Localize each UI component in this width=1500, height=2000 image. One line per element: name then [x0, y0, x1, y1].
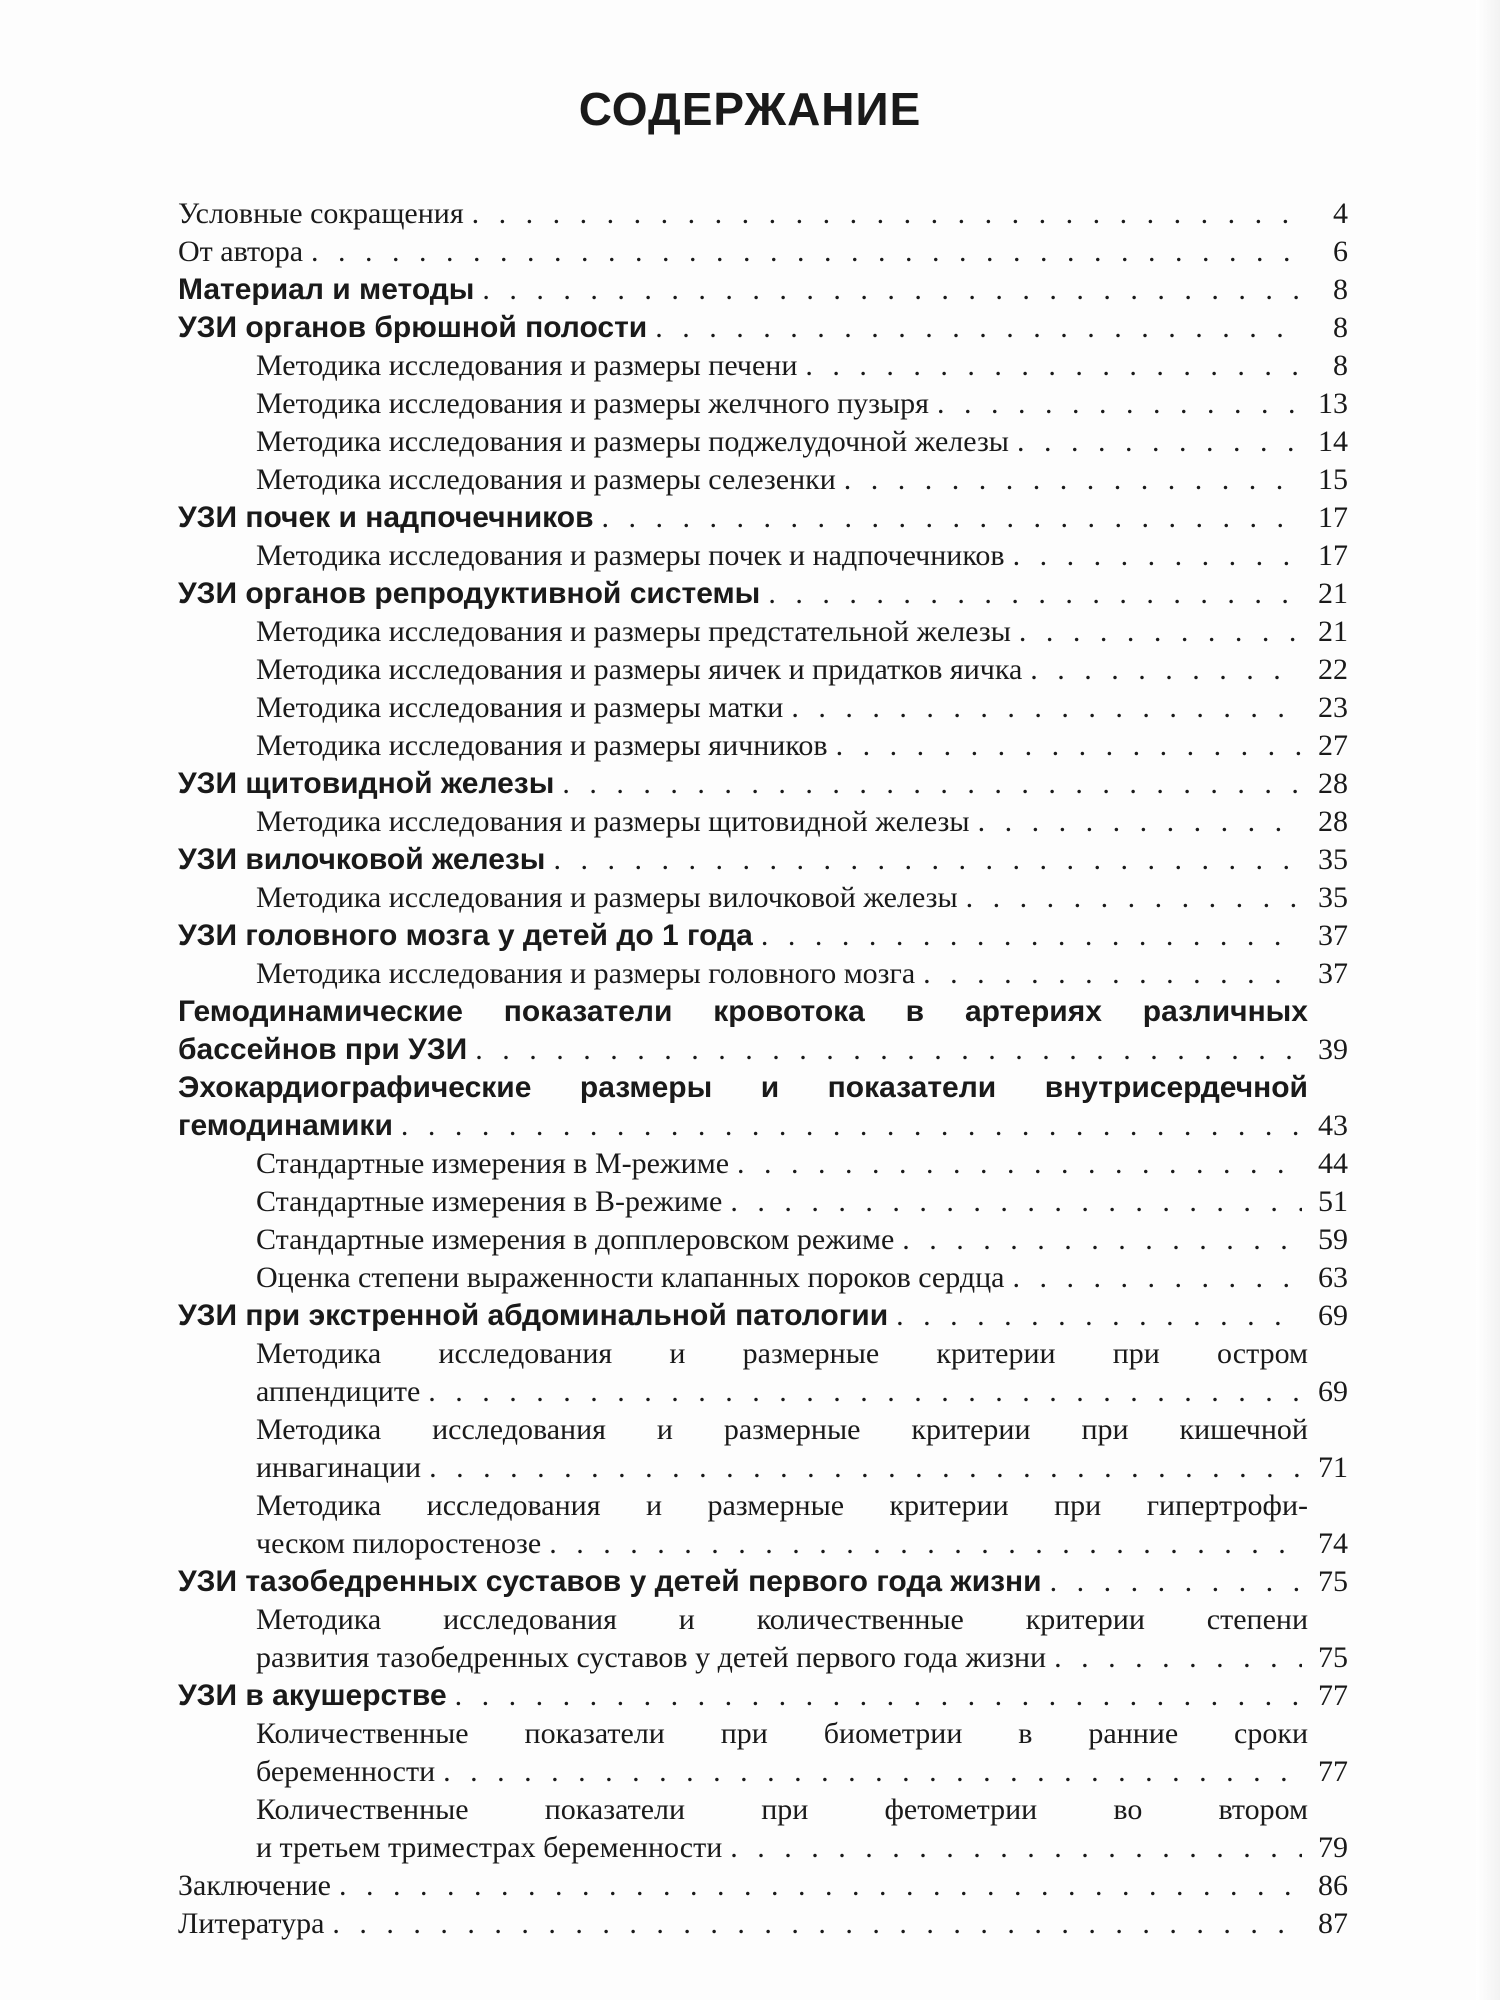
- toc-entry-page-number: 8: [1333, 311, 1348, 344]
- toc-entry-title-line1: Количественные показатели при фетометрии во втором: [256, 1793, 1308, 1826]
- dot-leader: [602, 499, 1302, 537]
- toc-entry-page-number: 8: [1333, 273, 1348, 306]
- toc-entry[interactable]: [178, 1867, 1348, 1905]
- toc-entry-title: Методика исследования и размеры головного мозга: [256, 957, 916, 990]
- dot-leader: [1030, 651, 1302, 689]
- dot-leader: [655, 309, 1302, 347]
- table-of-contents: [178, 195, 1348, 1943]
- toc-entry-title-line1: Методика исследования и размерные критерии при остром: [256, 1337, 1308, 1370]
- toc-entry-page-number: 43: [1318, 1109, 1348, 1142]
- toc-entry-page-number: 77: [1318, 1679, 1348, 1712]
- dot-leader: [730, 1183, 1302, 1221]
- dot-leader: [1054, 1639, 1302, 1677]
- toc-entry-title: Методика исследования и размеры почек и надпочечников: [256, 539, 1005, 572]
- toc-entry-title: Методика исследования и размеры желчного пузыря: [256, 387, 929, 420]
- dot-leader: [1017, 423, 1302, 461]
- toc-entry-page-number: 37: [1318, 957, 1348, 990]
- dot-leader: [429, 1449, 1302, 1487]
- toc-entry-page-number: 71: [1318, 1451, 1348, 1484]
- toc-entry[interactable]: [178, 917, 1348, 955]
- toc-entry[interactable]: [178, 613, 1348, 651]
- toc-entry[interactable]: [178, 1715, 1348, 1791]
- toc-entry-title-line1: Методика исследования и размерные критерии при гипертрофи-: [256, 1489, 1308, 1522]
- page-edge-shadow: [1476, 0, 1500, 2000]
- toc-entry-title: беременности: [256, 1755, 436, 1788]
- toc-entry[interactable]: [178, 347, 1348, 385]
- toc-entry-page-number: 8: [1333, 349, 1348, 382]
- toc-entry-page-number: 75: [1318, 1565, 1348, 1598]
- toc-entry-title: Оценка степени выраженности клапанных пороков сердца: [256, 1261, 1005, 1294]
- toc-entry-title: Методика исследования и размеры селезенки: [256, 463, 836, 496]
- toc-entry[interactable]: [178, 537, 1348, 575]
- toc-entry[interactable]: [178, 1905, 1348, 1943]
- dot-leader: [978, 803, 1302, 841]
- toc-entry-page-number: 21: [1318, 615, 1348, 648]
- toc-entry-title: От автора: [178, 235, 304, 268]
- dot-leader: [737, 1145, 1302, 1183]
- toc-entry-page-number: 59: [1318, 1223, 1348, 1256]
- toc-entry-page-number: 28: [1318, 767, 1348, 800]
- dot-leader: [966, 879, 1302, 917]
- toc-entry-page-number: 22: [1318, 653, 1348, 686]
- toc-entry[interactable]: [178, 271, 1348, 309]
- toc-entry-title: Стандартные измерения в В-режиме: [256, 1185, 723, 1218]
- dot-leader: [553, 841, 1302, 879]
- toc-entry[interactable]: [178, 233, 1348, 271]
- toc-entry-title: развития тазобедренных суставов у детей первого года жизни: [256, 1641, 1047, 1674]
- toc-entry-title: УЗИ почек и надпочечников: [178, 501, 594, 534]
- toc-entry-title: Методика исследования и размеры вилочковой железы: [256, 881, 958, 914]
- toc-entry[interactable]: [178, 841, 1348, 879]
- dot-leader: [1012, 1259, 1302, 1297]
- toc-entry-page-number: 6: [1333, 235, 1348, 268]
- toc-entry-title-line1: Эхокардиографические размеры и показатели внутрисердечной: [178, 1071, 1308, 1104]
- dot-leader: [923, 955, 1302, 993]
- toc-entry[interactable]: [178, 1563, 1348, 1601]
- toc-entry-page-number: 77: [1318, 1755, 1348, 1788]
- dot-leader: [332, 1905, 1302, 1943]
- page-title: СОДЕРЖАНИЕ: [578, 83, 922, 135]
- dot-leader: [428, 1373, 1302, 1411]
- dot-leader: [472, 195, 1302, 233]
- toc-entry-title: Методика исследования и размеры щитовидной железы: [256, 805, 970, 838]
- dot-leader: [339, 1867, 1302, 1905]
- dot-leader: [768, 575, 1302, 613]
- toc-entry-page-number: 69: [1318, 1375, 1348, 1408]
- dot-leader: [836, 727, 1302, 765]
- toc-entry-title: УЗИ тазобедренных суставов у детей первого года жизни: [178, 1565, 1042, 1598]
- toc-entry-title: Методика исследования и размеры матки: [256, 691, 784, 724]
- toc-entry-title: УЗИ головного мозга у детей до 1 года: [178, 919, 753, 952]
- toc-entry[interactable]: [178, 689, 1348, 727]
- toc-entry-page-number: 17: [1318, 539, 1348, 572]
- toc-entry[interactable]: [178, 1069, 1348, 1145]
- toc-entry[interactable]: [178, 1677, 1348, 1715]
- toc-entry[interactable]: [178, 499, 1348, 537]
- toc-entry-page-number: 75: [1318, 1641, 1348, 1674]
- toc-entry-title: Методика исследования и размеры яичников: [256, 729, 828, 762]
- toc-entry-title: ческом пилоростенозе: [256, 1527, 542, 1560]
- toc-entry-page-number: 21: [1318, 577, 1348, 610]
- toc-entry-page-number: 79: [1318, 1831, 1348, 1864]
- toc-entry[interactable]: [178, 423, 1348, 461]
- toc-entry[interactable]: [178, 1183, 1348, 1221]
- toc-entry[interactable]: [178, 1335, 1348, 1411]
- toc-entry[interactable]: [178, 385, 1348, 423]
- dot-leader: [896, 1297, 1302, 1335]
- toc-entry-title: Стандартные измерения в допплеровском режиме: [256, 1223, 895, 1256]
- dot-leader: [805, 347, 1302, 385]
- dot-leader: [1013, 537, 1302, 575]
- toc-entry-page-number: 35: [1318, 843, 1348, 876]
- toc-entry-page-number: 63: [1318, 1261, 1348, 1294]
- toc-entry-page-number: 13: [1318, 387, 1348, 420]
- toc-entry-title: гемодинамики: [178, 1109, 393, 1142]
- toc-entry[interactable]: [178, 1297, 1348, 1335]
- toc-entry-title: УЗИ при экстренной абдоминальной патологии: [178, 1299, 889, 1332]
- toc-entry[interactable]: [178, 765, 1348, 803]
- toc-entry-page-number: 51: [1318, 1185, 1348, 1218]
- dot-leader: [937, 385, 1302, 423]
- toc-entry[interactable]: [178, 1791, 1348, 1867]
- toc-entry-title: УЗИ вилочковой железы: [178, 843, 546, 876]
- toc-entry[interactable]: [178, 955, 1348, 993]
- toc-entry-page-number: 44: [1318, 1147, 1348, 1180]
- toc-entry[interactable]: [178, 993, 1348, 1069]
- toc-entry[interactable]: [178, 1411, 1348, 1487]
- toc-entry-page-number: 39: [1318, 1033, 1348, 1066]
- toc-entry[interactable]: [178, 879, 1348, 917]
- toc-entry-title-line1: Методика исследования и размерные критерии при кишечной: [256, 1413, 1308, 1446]
- dot-leader: [761, 917, 1302, 955]
- toc-entry-title: Методика исследования и размеры печени: [256, 349, 798, 382]
- toc-entry[interactable]: [178, 461, 1348, 499]
- toc-entry-page-number: 23: [1318, 691, 1348, 724]
- toc-entry-title: УЗИ органов брюшной полости: [178, 311, 648, 344]
- dot-leader: [1019, 613, 1302, 651]
- toc-entry-title-line1: Методика исследования и количественные критерии степени: [256, 1603, 1308, 1636]
- dot-leader: [475, 1031, 1302, 1069]
- toc-entry[interactable]: [178, 803, 1348, 841]
- toc-entry-title: аппендиците: [256, 1375, 421, 1408]
- toc-entry-title: Стандартные измерения в М-режиме: [256, 1147, 730, 1180]
- toc-entry-title: инвагинации: [256, 1451, 422, 1484]
- toc-entry[interactable]: [178, 1259, 1348, 1297]
- toc-entry[interactable]: [178, 1487, 1348, 1563]
- dot-leader: [311, 233, 1302, 271]
- toc-entry[interactable]: [178, 727, 1348, 765]
- toc-entry-page-number: 28: [1318, 805, 1348, 838]
- dot-leader: [1050, 1563, 1302, 1601]
- toc-entry-page-number: 69: [1318, 1299, 1348, 1332]
- toc-entry-page-number: 86: [1318, 1869, 1348, 1902]
- toc-entry-page-number: 87: [1318, 1907, 1348, 1940]
- toc-entry[interactable]: [178, 651, 1348, 689]
- dot-leader: [401, 1107, 1302, 1145]
- dot-leader: [482, 271, 1302, 309]
- toc-entry-title: Заключение: [178, 1869, 331, 1902]
- toc-entry-page-number: 15: [1318, 463, 1348, 496]
- toc-entry-title: Методика исследования и размеры поджелудочной железы: [256, 425, 1009, 458]
- toc-entry-title-line1: Гемодинамические показатели кровотока в артериях различных: [178, 995, 1308, 1028]
- toc-entry-title: УЗИ в акушерстве: [178, 1679, 447, 1712]
- dot-leader: [791, 689, 1302, 727]
- toc-entry-title-line1: Количественные показатели при биометрии в ранние сроки: [256, 1717, 1308, 1750]
- toc-entry[interactable]: [178, 309, 1348, 347]
- toc-entry-title: УЗИ щитовидной железы: [178, 767, 555, 800]
- toc-entry-page-number: 35: [1318, 881, 1348, 914]
- toc-entry-title: и третьем триместрах беременности: [256, 1831, 723, 1864]
- toc-entry-title: Методика исследования и размеры яичек и придатков яичка: [256, 653, 1023, 686]
- toc-entry-title: Литература: [178, 1907, 325, 1940]
- toc-entry-title: УЗИ органов репродуктивной системы: [178, 577, 761, 610]
- toc-entry[interactable]: [178, 1601, 1348, 1677]
- toc-entry-page-number: 37: [1318, 919, 1348, 952]
- dot-leader: [549, 1525, 1302, 1563]
- toc-entry-page-number: 14: [1318, 425, 1348, 458]
- dot-leader: [844, 461, 1302, 499]
- toc-entry-title: Методика исследования и размеры предстательной железы: [256, 615, 1011, 648]
- toc-entry[interactable]: [178, 1145, 1348, 1183]
- toc-entry[interactable]: [178, 575, 1348, 613]
- dot-leader: [443, 1753, 1302, 1791]
- toc-entry-page-number: 74: [1318, 1527, 1348, 1560]
- dot-leader: [730, 1829, 1302, 1867]
- toc-entry-page-number: 27: [1318, 729, 1348, 762]
- toc-entry-title: бассейнов при УЗИ: [178, 1033, 468, 1066]
- toc-entry-page-number: 17: [1318, 501, 1348, 534]
- toc-entry[interactable]: [178, 1221, 1348, 1259]
- toc-entry-page-number: 4: [1333, 197, 1348, 230]
- dot-leader: [902, 1221, 1302, 1259]
- dot-leader: [562, 765, 1302, 803]
- toc-entry[interactable]: [178, 195, 1348, 233]
- toc-entry-title: Условные сокращения: [178, 197, 464, 230]
- dot-leader: [455, 1677, 1302, 1715]
- toc-entry-title: Материал и методы: [178, 273, 475, 306]
